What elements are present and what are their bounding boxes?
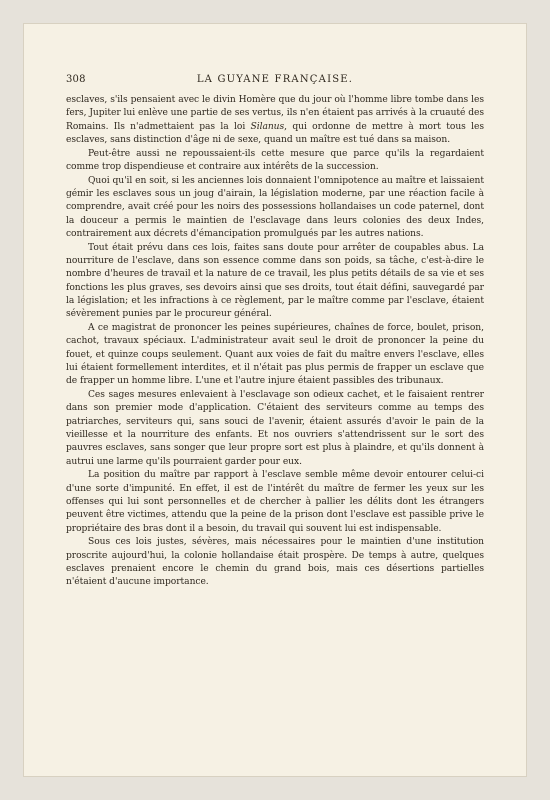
page-header [66,74,484,88]
paragraph-2: Peut-être aussi ne repoussaient-ils cette mesure que parce qu'ils la regardaient comme trop dispendieuse et contraire aux intérêts de la succession. [66,148,484,172]
paragraph-8: Sous ces lois justes, sévères, mais nécessaires pour le maintien d'une institution proscrite aujourd'hui, la colonie hollandaise était prospère. De temps à autre, quelques esclaves prenaient encore le chemin du grand bois, mais ces désertions partielles n'étaient d'aucune importance. [66,537,484,588]
paragraph-1-text-before: esclaves, s'ils pensaient avec le divin Homère que du jour où l'homme libre tombe dans les fers, Jupiter lui enlève une partie de ses vertus, ils n'en étaient pas arrivés à la cruauté des Romains. Ils n'admettaient pas la loi [66,95,484,132]
paragraph-6: Ces sages mesures enlevaient à l'esclavage son odieux cachet, et le faisaient rentrer dans son premier mode d'application. C'étaient des serviteurs comme au temps des patriarches, serviteurs qui, sans souci de l'avenir, étaient assurés d'avoir le pain de la vieillesse et la nourriture des enfants. Et nos ouvriers s'attendrissent sur le sort des pauvres esclaves, sans songer que leur propre sort est plus à plaindre, et qu'ils donnent à autrui une larme qu'ils pourraient garder pour eux. [66,390,484,467]
running-title: LA GUYANE FRANÇAISE. [196,74,354,85]
law-name-italic: Silanus [250,121,285,132]
paragraph-5: A ce magistrat de prononcer les peines supérieures, chaînes de force, boulet, prison, cachot, travaux spéciaux. L'administrateur avait seul le droit de prononcer la peine du fouet, et quinze coups seulement. Quant aux voies de fait du maître envers l'esclave, elles lui étaient formellement interdites, et il n'était pas plus permis de frapper un esclave que de frapper un homme libre. L'une et l'autre injure étaient passibles des tribunaux. [66,323,484,387]
paragraph-7: La position du maître par rapport à l'esclave semble même devoir entourer celui-ci d'une sorte d'impunité. En effet, il est de l'intérêt du maître de fermer les yeux sur les offenses qui lui sont personnelles et de chercher à pallier les délits dont les étrangers peuvent être victimes, attendu que la peine de la prison dont l'esclave est passible prive le propriétaire des bras dont il a besoin, du travail qui souvent lui est indispensable. [66,470,484,534]
paragraph-1-text-after: , qui ordonne de mettre à mort tous les esclaves, sans distinction d'âge ni de sexe, quand un maître est tué dans sa maison. [66,121,484,145]
page-body [66,94,484,589]
paragraph-1 [66,94,484,147]
page-number: 308 [66,74,86,85]
paragraph-4: Tout était prévu dans ces lois, faites sans doute pour arrêter de coupables abus. La nourriture de l'esclave, dans son essence comme dans son poids, sa tâche, c'est-à-dire le nombre d'heures de travail et la nature de ce travail, les plus petits détails de sa vie et ses fonctions les plus graves, ses devoirs ainsi que ses droits, tout était défini, sauvegardé par la législation; et les infractions à ce règlement, par le maître comme par l'esclave, étaient sévèrement punies par le procureur général. [66,242,484,320]
paragraph-3: Quoi qu'il en soit, si les anciennes lois donnaient l'omnipotence au maître et laissaient gémir les esclaves sous un joug d'airain, la législation moderne, par une réaction facile à comprendre, avait créé pour les noirs des possessions hollandaises un code paternel, dont la douceur a permis le maintien de l'esclavage dans leurs colonies des deux Indes, contrairement aux décrets d'émancipation promulgués par les autres nations. [66,175,484,239]
book-page [24,24,526,776]
